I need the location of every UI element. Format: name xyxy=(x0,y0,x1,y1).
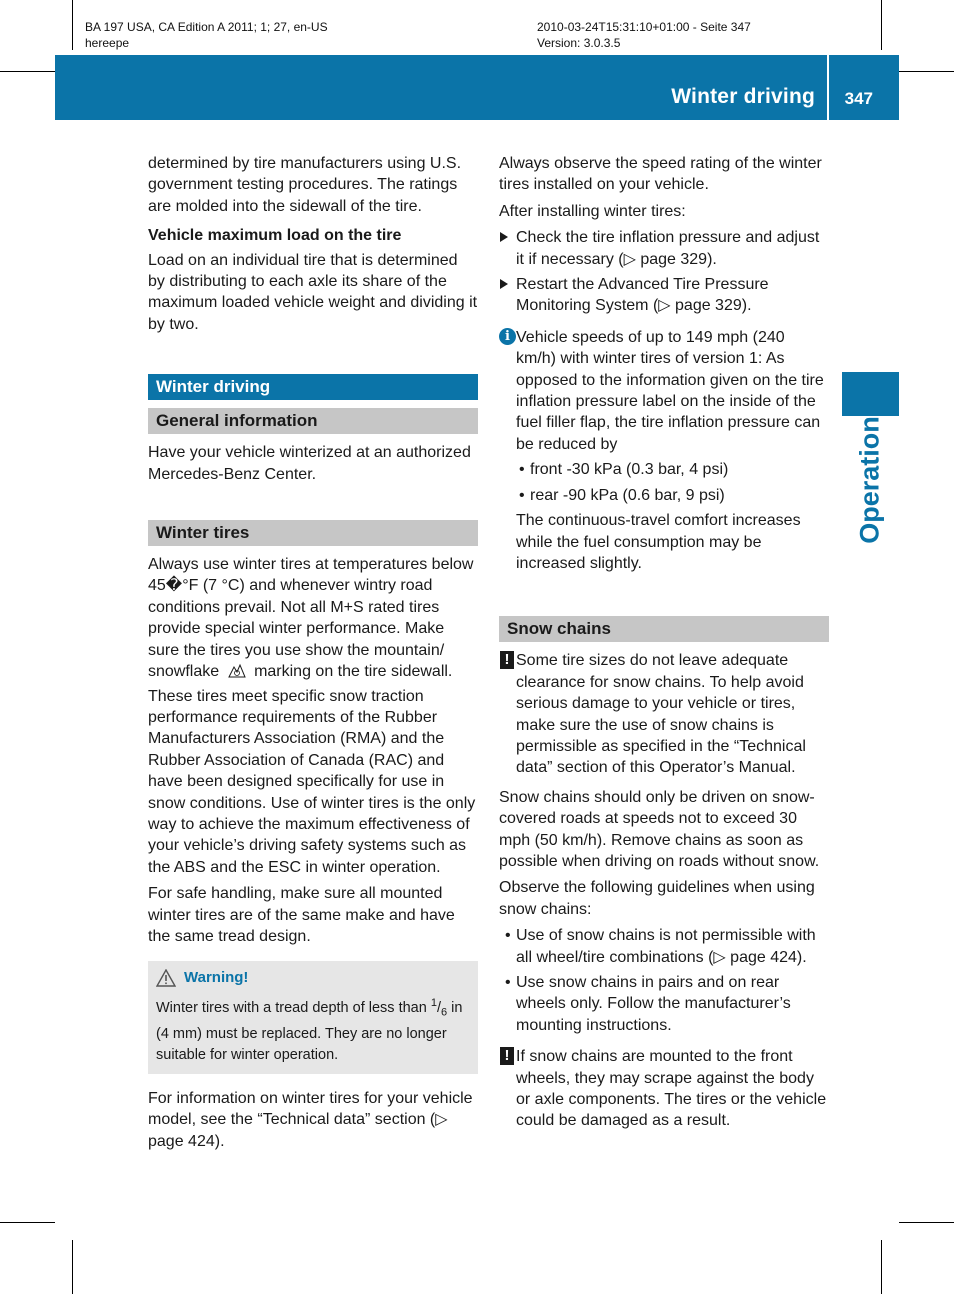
warning-box xyxy=(148,961,478,1073)
list-text: front -30 kPa (0.3 bar, 4 psi) xyxy=(530,461,729,479)
heading-snow-chains: Snow chains xyxy=(499,616,829,642)
text-run: Winter tires with a tread depth of less than xyxy=(156,999,427,1016)
step-arrow-icon xyxy=(500,232,508,242)
exclamation-icon: ! xyxy=(500,651,514,669)
paragraph: Always observe the speed rating of the winter tires installed on your vehicle. xyxy=(499,155,822,194)
bullet-dot: • xyxy=(505,974,511,991)
caution-text: Some tire sizes do not leave adequate clearance for snow chains. To help avoid serious damage to your vehicle or tires, make sure the use of snow chains is permissible as specified in the “Technical data” section of this Operator’s Manual. xyxy=(516,652,806,777)
section-tab-label: Operation xyxy=(854,416,885,544)
paragraph xyxy=(148,554,478,878)
list-text: Use of snow chains is not permissible with all wheel/tire combinations (▷ page 424). xyxy=(516,927,816,966)
fraction-denominator: 6 xyxy=(441,1006,448,1019)
heading-winter-tires: Winter tires xyxy=(148,520,478,546)
page-title: Winter driving xyxy=(671,85,815,108)
header-band xyxy=(55,55,899,120)
list-text: Use snow chains in pairs and on rear wheels only. Follow the manufacturer’s mounting instructions. xyxy=(516,974,791,1034)
warning-title: Warning! xyxy=(184,969,249,987)
side-tab xyxy=(842,372,899,416)
caution-text: If snow chains are mounted to the front wheels, they may scrape against the body or axle components. The tires or the vehicle could be damaged as a result. xyxy=(516,1048,827,1130)
paragraph: Snow chains should only be driven on snow-covered roads at speeds not to exceed 30 mph (50 km/h). Remove chains as soon as possible when driving on roads without snow. xyxy=(499,788,820,870)
list-item xyxy=(499,972,829,1036)
list-item xyxy=(499,925,829,968)
crop-mark xyxy=(899,71,954,72)
fraction-numerator: 1 xyxy=(430,996,437,1009)
crop-mark xyxy=(0,71,55,72)
header-divider xyxy=(827,55,829,120)
exclamation-icon: ! xyxy=(500,1047,514,1065)
crop-mark xyxy=(72,1240,73,1294)
paragraph: determined by tire manufacturers using U.S. government testing procedures. The ratings are molded into the sidewall of the tire. xyxy=(148,155,462,215)
paragraph: Load on an individual tire that is determined by distributing to each axle its share of the maximum loaded vehicle weight and dividing it by two. xyxy=(148,251,478,333)
caution-note xyxy=(499,650,829,778)
meta-line: BA 197 USA, CA Edition A 2011; 1; 27, en-US xyxy=(85,20,328,34)
step-text: Restart the Advanced Tire Pressure Monitoring System (▷ page 329). xyxy=(516,276,769,315)
paragraph: Observe the following guidelines when using snow chains: xyxy=(499,879,815,918)
paragraph: Have your vehicle winterized at an authorized Mercedes-Benz Center. xyxy=(148,444,471,483)
step-arrow-icon xyxy=(500,279,508,289)
paragraph: For information on winter tires for your vehicle model, see the “Technical data” section (▷ page 424). xyxy=(148,1089,473,1150)
step-item xyxy=(499,227,829,270)
snowflake-icon xyxy=(228,661,246,685)
crop-mark xyxy=(881,0,882,50)
meta-line: hereepe xyxy=(85,36,130,50)
crop-mark xyxy=(0,1222,55,1223)
crop-mark xyxy=(72,0,73,50)
info-icon: i xyxy=(499,328,516,345)
warning-text: Winter tires with a tread depth of less than $^1/_6$ in (4 mm) must be replaced. They are no longer suitable for winter operation. xyxy=(156,996,463,1064)
print-meta-right xyxy=(537,19,751,51)
step-item xyxy=(499,274,829,317)
step-text: Check the tire inflation pressure and adjust it if necessary (▷ page 329). xyxy=(516,229,820,268)
list-text: rear -90 kPa (0.6 bar, 9 psi) xyxy=(530,486,725,504)
info-note xyxy=(499,327,829,574)
list-item xyxy=(516,459,829,480)
print-meta-left xyxy=(85,19,328,51)
bullet-dot: • xyxy=(519,461,525,479)
right-column xyxy=(499,153,829,1136)
info-text: Vehicle speeds of up to 149 mph (240 km/h) with winter tires of version 1: As opposed to the information given on the tire inflation pressure label on the inside of the fuel filler flap, the tire inflation pressure can be reduced by xyxy=(516,328,824,453)
paragraph: For safe handling, make sure all mounted winter tires are of the same make and have the same tread design. xyxy=(148,885,455,945)
list-item xyxy=(516,485,829,506)
heading-general-information: General information xyxy=(148,408,478,434)
caution-note xyxy=(499,1046,829,1132)
text-run: in (4 mm) must be replaced. They are no longer suitable for winter operation. xyxy=(156,999,463,1064)
page-number: 347 xyxy=(844,89,873,108)
info-after-text: The continuous-travel comfort increases while the fuel consumption may be increased slightly. xyxy=(516,512,801,572)
paragraph: After installing winter tires: xyxy=(499,202,686,220)
text-run: marking on the tire sidewall. These tires meet specific snow traction performance requirements of the Rubber Manufacturers Association (RMA) and the Rubber Association of Canada (RAC) and have been designed specifically for use in snow conditions. Use of winter tires is the only way to achieve the maximum effectiveness of your vehicle’s driving safety systems such as the ABS and the ESC in winter operation. xyxy=(148,663,476,876)
crop-mark xyxy=(899,1222,954,1223)
bullet-dot: • xyxy=(505,927,511,945)
crop-mark xyxy=(881,1240,882,1294)
meta-line: 2010-03-24T15:31:10+01:00 - Seite 347 xyxy=(537,20,751,34)
text-run: Always use winter tires at temperatures below 45�°F (7 °C) and whenever wintry road conditions prevail. Not all M+S rated tires provide special winter performance. Make sure the tires you use show the mountain/ snowflake xyxy=(148,556,474,681)
warning-header xyxy=(156,967,470,988)
bullet-dot: • xyxy=(519,486,525,504)
meta-line: Version: 3.0.3.5 xyxy=(537,36,621,50)
warning-triangle-icon xyxy=(156,969,184,987)
subheading: Vehicle maximum load on the tire xyxy=(148,227,402,245)
left-column xyxy=(148,153,478,1157)
section-heading-winter-driving: Winter driving xyxy=(148,374,478,400)
